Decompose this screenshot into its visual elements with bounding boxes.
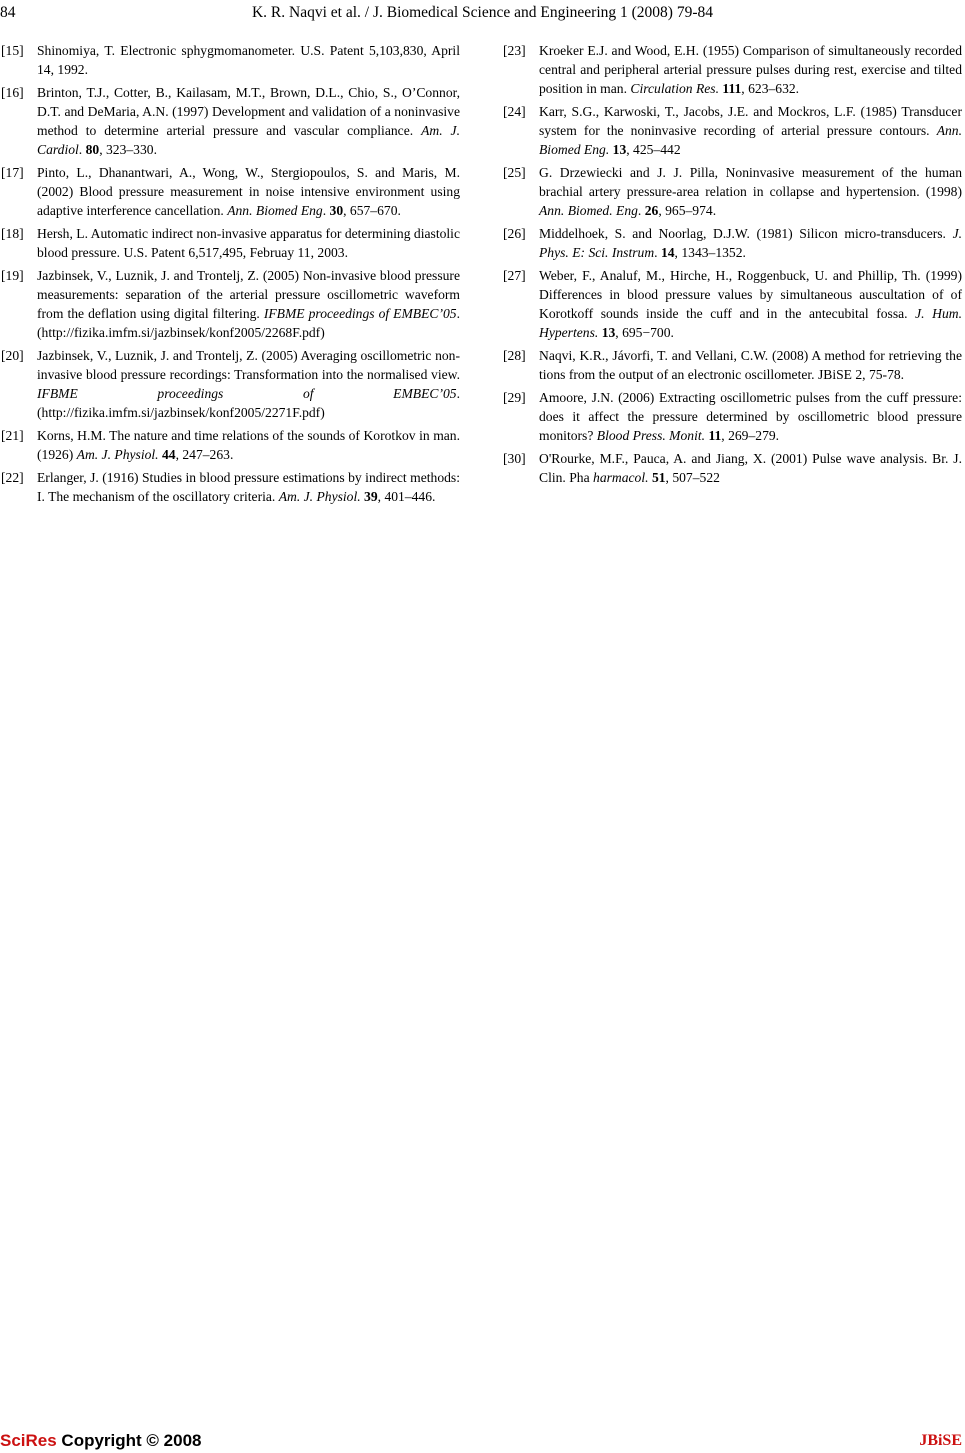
journal-name: Ann. Biomed. Eng <box>539 202 638 218</box>
publisher-copyright <box>0 1431 202 1451</box>
reference-entry <box>503 42 962 99</box>
reference-segment: Amoore, J.N. (2006) Extracting oscillometric pulses from the cuff pressure: does it affect the pressure determined by oscillometric blood pressure monitors? <box>539 390 962 443</box>
reference-segment: , 623–632. <box>741 80 800 96</box>
reference-segment: , 323–330. <box>99 141 157 157</box>
reference-text <box>539 42 962 99</box>
journal-name: Am. J. Physiol. <box>278 489 361 505</box>
running-title: K. R. Naqvi et al. / J. Biomedical Science and Engineering 1 (2008) 79-84 <box>251 4 713 21</box>
reference-number: [17] <box>1 165 24 181</box>
journal-name: IFBME proceedings of EMBEC’05 <box>37 385 457 401</box>
journal-name: IFBME proceedings of EMBEC’05 <box>263 305 457 321</box>
volume-number: 44 <box>161 446 176 462</box>
volume-number: 11 <box>708 428 722 443</box>
volume-number: 13 <box>601 324 616 340</box>
journal-name: harmacol. <box>593 470 649 486</box>
reference-number: [20] <box>1 348 24 364</box>
reference-entry <box>1 427 460 465</box>
reference-text <box>37 42 460 80</box>
reference-text <box>37 427 460 465</box>
reference-text <box>37 469 460 507</box>
reference-number: [25] <box>503 165 526 181</box>
reference-segment: , 1343–1352. <box>674 244 746 260</box>
reference-segment: , 695−700. <box>615 324 674 340</box>
volume-number: 80 <box>85 141 100 157</box>
reference-text <box>37 84 460 160</box>
reference-segment: , 507–522 <box>665 470 720 486</box>
reference-entry <box>503 347 962 385</box>
reference-text <box>539 103 962 160</box>
reference-entry <box>503 225 962 263</box>
reference-entry <box>1 164 460 221</box>
reference-segment: Jazbinsek, V., Luznik, J. and Trontelj, Z. (2005) Averaging oscillometric non-invasive blood pressure recordings: Transformation into the normalised view. <box>37 348 460 382</box>
journal-name: J. Hum. Hypertens. <box>539 305 962 340</box>
reference-segment: Kroeker E.J. and Wood, E.H. (1955) Comparison of simultaneously recorded central and peripheral arterial pressure pulses during rest, exercise and tilted position in man. <box>539 43 962 96</box>
journal-name: Am. J. Cardiol <box>37 122 460 157</box>
reference-entry <box>503 103 962 160</box>
copyright-text: Copyright © 2008 <box>56 1431 202 1450</box>
volume-number: 39 <box>364 489 378 505</box>
reference-entry <box>1 84 460 160</box>
reference-entry <box>503 450 962 488</box>
reference-segment: Jazbinsek, V., Luznik, J. and Trontelj, Z. (2005) Non-invasive blood pressure measurements: separation of the arterial pressure oscillometric waveform from the deflation using digital filtering. <box>37 268 460 321</box>
page-number: 84 <box>0 4 16 21</box>
reference-segment: Naqvi, K.R., Jávorfi, T. and Vellani, C.W. (2008) A method for retrieving the tions from the output of an electronic oscillometer. JBiSE 2, 75-78. <box>539 348 962 382</box>
reference-segment: , 425–442 <box>626 141 681 157</box>
reference-text <box>539 389 962 446</box>
reference-segment: . <box>322 202 330 218</box>
reference-segment: , 269–279. <box>721 428 780 443</box>
reference-segment: Hersh, L. Automatic indirect non-invasive apparatus for determining diastolic blood pressure. U.S. Patent 6,517,495, Februay 11, 2003. <box>37 226 460 260</box>
reference-segment: Shinomiya, T. Electronic sphygmomanometer. U.S. Patent 5,103,830, April 14, 1992. <box>37 43 460 77</box>
reference-number: [28] <box>503 348 526 364</box>
reference-number: [24] <box>503 104 526 120</box>
reference-number: [29] <box>503 390 526 406</box>
reference-segment: Brinton, T.J., Cotter, B., Kailasam, M.T., Brown, D.L., Chio, S., O’Connor, D.T. and DeMaria, A.N. (1997) Development and validation of a noninvasive method to determine arterial pressure and vascular compliance. <box>37 85 460 138</box>
reference-number: [30] <box>503 451 526 467</box>
reference-text <box>539 225 962 263</box>
reference-text <box>539 450 962 488</box>
reference-segment: , 965–974. <box>658 202 717 218</box>
reference-text <box>37 225 460 263</box>
volume-number: 14 <box>660 244 675 260</box>
reference-number: [22] <box>1 470 24 486</box>
page-header <box>0 0 965 26</box>
reference-segment: O'Rourke, M.F., Pauca, A. and Jiang, X. (2001) Pulse wave analysis. Br. J. Clin. Pha <box>539 451 962 486</box>
reference-segment: Weber, F., Analuf, M., Hirche, H., Roggenbuck, U. and Phillip, Th. (1999) Differences in blood pressure values by simultaneous auscultation of of Korotkoff sounds inside the cuff and in the antecubital fossa. <box>539 268 962 321</box>
reference-segment: Middelhoek, S. and Noorlag, D.J.W. (1981) Silicon micro-transducers. <box>539 226 953 242</box>
volume-number: 30 <box>329 202 344 218</box>
journal-name: Circulation Res. <box>630 80 719 96</box>
reference-segment: , 657–670. <box>343 202 401 218</box>
reference-entry <box>1 42 460 80</box>
references-right-column <box>503 42 962 492</box>
reference-number: [23] <box>503 43 526 58</box>
journal-name: Ann. Biomed Eng <box>227 202 323 218</box>
reference-text <box>37 347 460 423</box>
volume-number: 111 <box>722 80 742 96</box>
reference-entry <box>503 164 962 221</box>
reference-segment: G. Drzewiecki and J. J. Pilla, Noninvasive measurement of the human brachial artery pressure-area relation in collapse and hypertension. (1998) <box>539 165 962 199</box>
reference-entry <box>503 267 962 343</box>
reference-segment: , 401–446. <box>377 489 436 505</box>
reference-segment: Karr, S.G., Karwoski, T., Jacobs, J.E. and Mockros, L.F. (1985) Transducer system for the noninvasive recording of arterial pressure contours. <box>539 104 962 138</box>
reference-segment: . (http://fizika.imfm.si/jazbinsek/konf2005/2271F.pdf) <box>37 385 460 420</box>
reference-entry <box>1 267 460 343</box>
references-left-column <box>1 42 460 511</box>
reference-text <box>37 267 460 343</box>
journal-name: J. Phys. E: Sci. Instrum <box>539 226 962 260</box>
volume-number: 13 <box>612 141 627 157</box>
reference-segment: Pinto, L., Dhanantwari, A., Wong, W., Stergiopoulos, S. and Maris, M. (2002) Blood pressure measurement in noise intensive environment using adaptive interference cancellation. <box>37 165 460 218</box>
reference-text <box>539 347 962 385</box>
reference-entry <box>1 469 460 507</box>
volume-number: 51 <box>651 470 666 486</box>
page-footer <box>0 1426 965 1452</box>
volume-number: 26 <box>644 202 659 218</box>
publisher-brand: SciRes <box>0 1431 57 1450</box>
journal-name: Ann. Biomed Eng. <box>539 122 962 157</box>
journal-abbrev: JBiSE <box>919 1432 962 1449</box>
reference-segment: . <box>78 141 86 157</box>
reference-segment: . <box>637 202 645 218</box>
reference-segment: . <box>654 244 661 260</box>
reference-segment: . (http://fizika.imfm.si/jazbinsek/konf2005/2268F.pdf) <box>37 305 460 340</box>
reference-number: [15] <box>1 43 24 58</box>
reference-text <box>37 164 460 221</box>
reference-number: [16] <box>1 85 24 101</box>
reference-segment: , 247–263. <box>175 446 234 462</box>
journal-name: Am. J. Physiol. <box>76 446 159 462</box>
reference-number: [21] <box>1 428 24 443</box>
reference-segment: Erlanger, J. (1916) Studies in blood pressure estimations by indirect methods: I. The mechanism of the oscillatory criteria. <box>37 470 460 505</box>
reference-number: [18] <box>1 226 24 242</box>
reference-entry <box>1 347 460 423</box>
reference-number: [27] <box>503 268 526 284</box>
reference-segment: Korns, H.M. The nature and time relations of the sounds of Korotkov in man. (1926) <box>37 428 460 462</box>
journal-name: Blood Press. Monit. <box>596 428 706 443</box>
reference-text <box>539 164 962 221</box>
reference-text <box>539 267 962 343</box>
reference-entry <box>503 389 962 446</box>
reference-number: [19] <box>1 268 24 284</box>
reference-number: [26] <box>503 226 526 242</box>
reference-entry <box>1 225 460 263</box>
